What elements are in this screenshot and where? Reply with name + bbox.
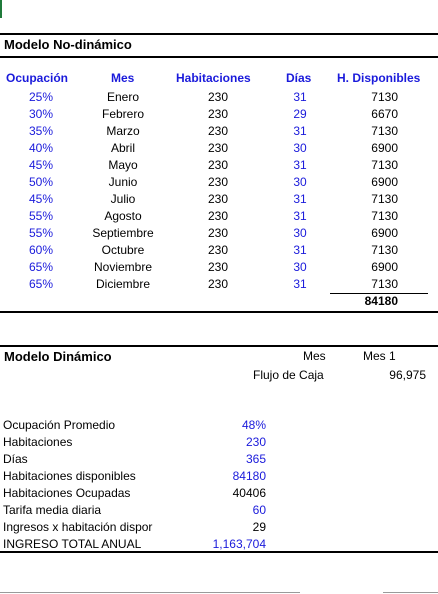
cell-h-disponibles: 7130 xyxy=(371,158,398,172)
table-row xyxy=(0,276,438,293)
cell-habitaciones: 230 xyxy=(207,277,229,291)
cell-mes: Julio xyxy=(110,192,136,206)
section2-top-border xyxy=(0,345,438,347)
cell-dias: 31 xyxy=(293,277,307,291)
list-item xyxy=(0,502,438,519)
mes-value: Mes 1 xyxy=(363,349,396,363)
header-habitaciones: Habitaciones xyxy=(176,71,251,85)
cell-dias: 30 xyxy=(293,226,307,240)
cell-h-disponibles: 7130 xyxy=(371,243,398,257)
cell-habitaciones: 230 xyxy=(207,158,229,172)
cell-dias: 30 xyxy=(293,260,307,274)
item-value: 1,163,704 xyxy=(212,537,266,551)
cell-h-disponibles: 6900 xyxy=(371,260,398,274)
cell-ocupacion: 25% xyxy=(28,90,54,104)
cell-habitaciones: 230 xyxy=(207,141,229,155)
cell-ocupacion: 35% xyxy=(28,124,54,138)
header-h-disponibles: H. Disponibles xyxy=(337,71,421,85)
cell-habitaciones: 230 xyxy=(207,124,229,138)
list-item xyxy=(0,485,438,502)
cell-h-disponibles: 7130 xyxy=(371,124,398,138)
cell-ocupacion: 30% xyxy=(28,107,54,121)
list-item xyxy=(0,519,438,536)
cell-mes: Mayo xyxy=(108,158,138,172)
table-row xyxy=(0,191,438,208)
cell-mes: Abril xyxy=(110,141,135,155)
section1-title-border xyxy=(0,56,438,58)
table-row xyxy=(0,140,438,157)
header-mes: Mes xyxy=(111,71,135,85)
item-value: 84180 xyxy=(232,469,266,483)
item-label: Ingresos x habitación dispor xyxy=(3,520,153,534)
item-label: Ocupación Promedio xyxy=(3,418,116,432)
cell-ocupacion: 55% xyxy=(28,209,54,223)
section2-title: Modelo Dinámico xyxy=(4,349,112,364)
list-item xyxy=(0,451,438,468)
cell-ocupacion: 60% xyxy=(28,243,54,257)
header-dias: Días xyxy=(286,71,312,85)
cell-ocupacion: 40% xyxy=(28,141,54,155)
total-h-disponibles: 84180 xyxy=(364,294,398,308)
cell-mes: Marzo xyxy=(106,124,140,138)
item-label: Habitaciones disponibles xyxy=(3,469,136,483)
item-label: Tarifa media diaria xyxy=(3,503,102,517)
list-item xyxy=(0,434,438,451)
item-label: INGRESO TOTAL ANUAL xyxy=(3,537,142,551)
cell-mes: Noviembre xyxy=(93,260,153,274)
table-row xyxy=(0,208,438,225)
cell-mes: Febrero xyxy=(101,107,145,121)
item-value: 230 xyxy=(245,435,266,449)
cell-dias: 30 xyxy=(293,141,307,155)
cell-dias: 31 xyxy=(293,243,307,257)
cell-h-disponibles: 6900 xyxy=(371,226,398,240)
cell-h-disponibles: 7130 xyxy=(371,277,398,291)
item-label: Días xyxy=(3,452,28,466)
cell-h-disponibles: 7130 xyxy=(371,90,398,104)
table-row xyxy=(0,259,438,276)
cell-ocupacion: 50% xyxy=(28,175,54,189)
cell-dias: 31 xyxy=(293,90,307,104)
flujo-value: 96,975 xyxy=(389,368,426,382)
section1-bottom-border xyxy=(0,311,438,313)
cell-ocupacion: 65% xyxy=(28,277,54,291)
item-label: Habitaciones xyxy=(3,435,73,449)
header-ocupacion: Ocupación xyxy=(6,71,69,85)
list-item xyxy=(0,468,438,485)
cell-h-disponibles: 7130 xyxy=(371,209,398,223)
cell-habitaciones: 230 xyxy=(207,226,229,240)
cell-mes: Agosto xyxy=(104,209,142,223)
cell-dias: 31 xyxy=(293,124,307,138)
section1-top-border xyxy=(0,33,438,35)
cell-habitaciones: 230 xyxy=(207,175,229,189)
cell-mes: Octubre xyxy=(101,243,145,257)
item-value: 48% xyxy=(241,418,266,432)
cell-ocupacion: 45% xyxy=(28,192,54,206)
cell-habitaciones: 230 xyxy=(207,192,229,206)
section1-title: Modelo No-dinámico xyxy=(4,37,132,52)
sheet-corner-marker xyxy=(0,0,2,18)
cell-dias: 30 xyxy=(293,175,307,189)
section2-bottom-border xyxy=(0,551,438,553)
table-row xyxy=(0,123,438,140)
item-value: 60 xyxy=(252,503,266,517)
cell-h-disponibles: 6900 xyxy=(371,175,398,189)
cell-ocupacion: 45% xyxy=(28,158,54,172)
cell-dias: 31 xyxy=(293,158,307,172)
item-value: 365 xyxy=(245,452,266,466)
footer-line-left xyxy=(0,592,300,593)
table-row xyxy=(0,242,438,259)
cell-h-disponibles: 6900 xyxy=(371,141,398,155)
mes-label: Mes xyxy=(303,349,326,363)
table-row xyxy=(0,106,438,123)
cell-habitaciones: 230 xyxy=(207,107,229,121)
cell-dias: 31 xyxy=(293,192,307,206)
cell-mes: Junio xyxy=(108,175,138,189)
item-value: 29 xyxy=(252,520,266,534)
cell-habitaciones: 230 xyxy=(207,260,229,274)
flujo-label: Flujo de Caja xyxy=(253,368,324,382)
footer-line-right xyxy=(383,592,438,593)
cell-habitaciones: 230 xyxy=(207,243,229,257)
table-header-row xyxy=(0,70,438,87)
list-item xyxy=(0,417,438,434)
cell-h-disponibles: 6670 xyxy=(371,107,398,121)
cell-habitaciones: 230 xyxy=(207,209,229,223)
table-row xyxy=(0,157,438,174)
item-value: 40406 xyxy=(232,486,266,500)
table-row xyxy=(0,89,438,106)
cell-mes: Diciembre xyxy=(95,277,150,291)
cell-dias: 29 xyxy=(293,107,307,121)
cell-mes: Enero xyxy=(106,90,140,104)
cell-mes: Septiembre xyxy=(92,226,154,240)
table-row xyxy=(0,225,438,242)
cell-dias: 31 xyxy=(293,209,307,223)
cell-ocupacion: 65% xyxy=(28,260,54,274)
cell-h-disponibles: 7130 xyxy=(371,192,398,206)
table-row xyxy=(0,174,438,191)
cell-habitaciones: 230 xyxy=(207,90,229,104)
cell-ocupacion: 55% xyxy=(28,226,54,240)
item-label: Habitaciones Ocupadas xyxy=(3,486,131,500)
